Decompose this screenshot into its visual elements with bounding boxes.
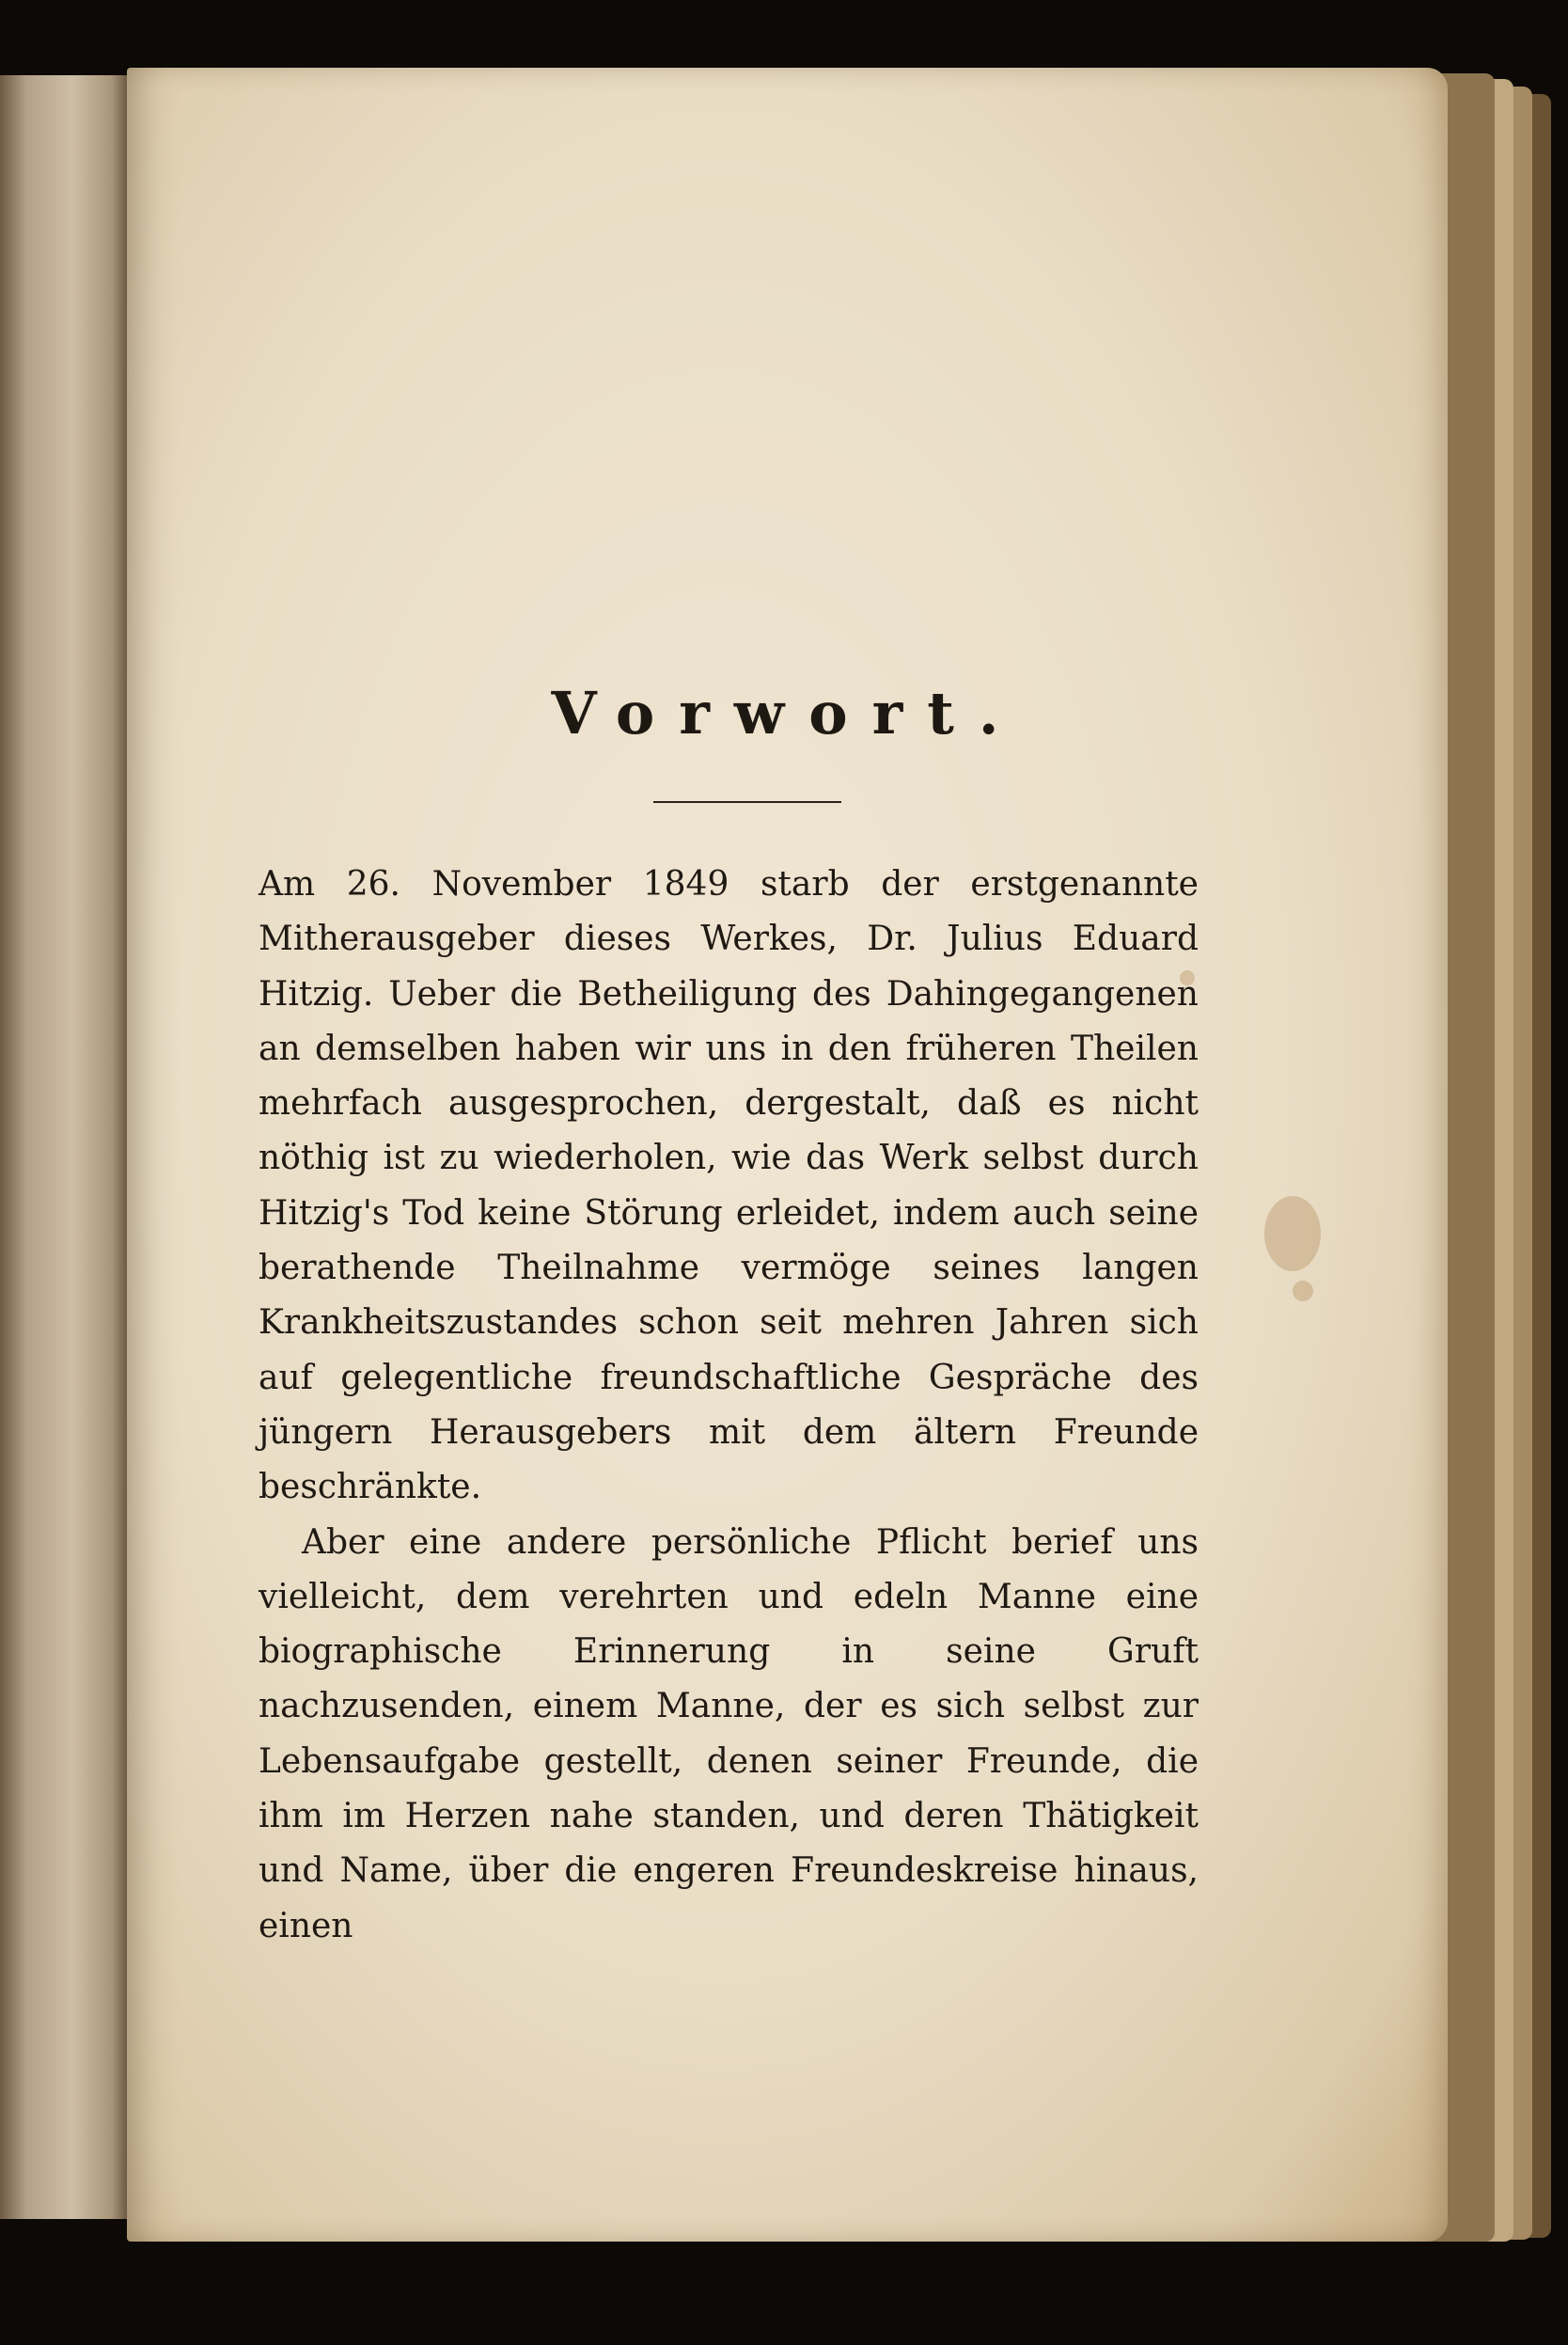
paragraph: Aber eine andere persönliche Pflicht berief uns vielleicht, dem verehrten und edeln Manne eine biographische Erinnerung in seine Gruft nachzusenden, einem Manne, der es sich selbst zur Lebensaufgabe gestellt, denen seiner Freunde, die ihm im Herzen nahe standen, und deren Thätigkeit und Name, über die engeren Freundeskreise hinaus, einen	[259, 1522, 1199, 1945]
foxing-stain	[1264, 1196, 1321, 1271]
book-page	[127, 68, 1448, 2242]
previous-page-edge	[0, 75, 132, 2219]
page-title: Vorwort.	[551, 679, 1024, 748]
body-text	[259, 858, 1199, 1954]
foxing-stain	[1293, 1281, 1313, 1301]
paragraph: Am 26. November 1849 starb der erstgenannte Mitherausgeber dieses Werkes, Dr. Julius Eduard Hitzig. Ueber die Betheiligung des Dahingegangenen an demselben haben wir uns in den früheren Theilen mehrfach ausgesprochen, dergestalt, daß es nicht nöthig ist zu wiederholen, wie das Werk selbst durch Hitzig's Tod keine Störung erleidet, indem auch seine berathende Theilnahme vermöge seines langen Krankheitszustandes schon seit mehren Jahren sich auf gelegentliche freundschaftliche Gespräche des jüngern Herausgebers mit dem ältern Freunde beschränkte.	[259, 865, 1199, 1507]
title-divider	[653, 801, 841, 803]
